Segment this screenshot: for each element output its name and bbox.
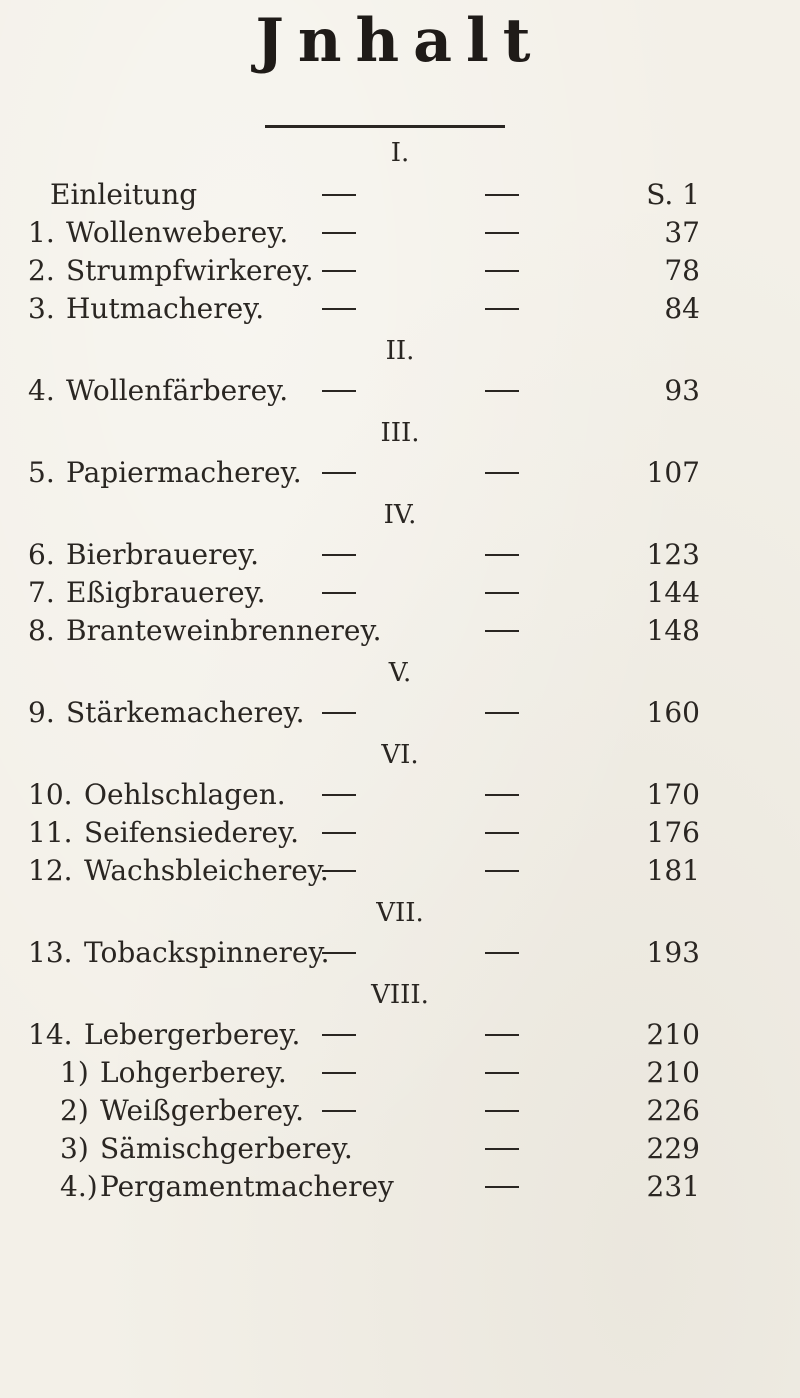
entry-number: 1) xyxy=(60,1056,89,1089)
entry-page: 181 xyxy=(646,854,700,887)
entry-page: 231 xyxy=(646,1170,700,1203)
entry-number: 5. xyxy=(28,456,55,489)
toc-entry-3 xyxy=(0,292,800,332)
dash xyxy=(322,832,356,834)
entry-number: 14. xyxy=(28,1018,73,1051)
dash xyxy=(322,870,356,872)
dash xyxy=(485,1186,519,1188)
entry-label: Wollenweberey. xyxy=(66,216,289,249)
dash xyxy=(322,308,356,310)
entry-page: 37 xyxy=(664,216,700,249)
entry-number: 11. xyxy=(28,816,73,849)
entry-number: 3) xyxy=(60,1132,89,1165)
toc-entry-14 xyxy=(0,1018,800,1058)
title-rule xyxy=(265,125,505,128)
dash xyxy=(485,1148,519,1150)
toc-entry-12 xyxy=(0,854,800,894)
dash xyxy=(322,794,356,796)
entry-number: 4.) xyxy=(60,1170,98,1203)
dash xyxy=(322,194,356,196)
entry-number: 1. xyxy=(28,216,55,249)
entry-label: Einleitung xyxy=(50,178,198,211)
entry-number: 3. xyxy=(28,292,55,325)
entry-page: 210 xyxy=(646,1018,700,1051)
entry-page: 229 xyxy=(646,1132,700,1165)
section-heading-iv: IV. xyxy=(383,500,417,530)
dash xyxy=(322,270,356,272)
entry-label: Pergamentmacherey xyxy=(100,1170,394,1203)
dash xyxy=(485,630,519,632)
toc-entry-1 xyxy=(0,216,800,256)
entry-page: 210 xyxy=(646,1056,700,1089)
dash xyxy=(322,554,356,556)
dash xyxy=(322,1072,356,1074)
entry-number: 7. xyxy=(28,576,55,609)
dash xyxy=(485,194,519,196)
entry-page: 78 xyxy=(664,254,700,287)
toc-subentry-1 xyxy=(0,1056,800,1096)
toc-subentry-3 xyxy=(0,1132,800,1172)
entry-label: Weißgerberey. xyxy=(100,1094,305,1127)
entry-page: 93 xyxy=(664,374,700,407)
dash xyxy=(485,794,519,796)
entry-page: 176 xyxy=(646,816,700,849)
entry-label: Stärkemacherey. xyxy=(66,696,305,729)
entry-page: 144 xyxy=(646,576,700,609)
dash xyxy=(485,592,519,594)
entry-label: Seifensiederey. xyxy=(84,816,300,849)
dash xyxy=(485,308,519,310)
entry-page: S. 1 xyxy=(646,178,700,211)
dash xyxy=(322,472,356,474)
entry-label: Wachsbleicherey. xyxy=(84,854,329,887)
dash xyxy=(322,390,356,392)
section-heading-viii: VIII. xyxy=(371,980,429,1010)
toc-entry-8 xyxy=(0,614,800,654)
entry-number: 2) xyxy=(60,1094,89,1127)
entry-page: 148 xyxy=(646,614,700,647)
entry-label: Bierbrauerey. xyxy=(66,538,260,571)
entry-number: 9. xyxy=(28,696,55,729)
toc-subentry-2 xyxy=(0,1094,800,1134)
toc-entry-6 xyxy=(0,538,800,578)
section-heading-ii: II. xyxy=(385,336,415,366)
entry-number: 8. xyxy=(28,614,55,647)
section-heading-i: I. xyxy=(390,138,410,168)
toc-entry-11 xyxy=(0,816,800,856)
entry-label: Wollenfärberey. xyxy=(66,374,289,407)
entry-page: 123 xyxy=(646,538,700,571)
entry-number: 6. xyxy=(28,538,55,571)
dash xyxy=(322,1034,356,1036)
entry-page: 193 xyxy=(646,936,700,969)
entry-number: 4. xyxy=(28,374,55,407)
dash xyxy=(485,952,519,954)
toc-entry-13 xyxy=(0,936,800,976)
dash xyxy=(322,712,356,714)
entry-number: 10. xyxy=(28,778,73,811)
dash xyxy=(485,870,519,872)
entry-label: Hutmacherey. xyxy=(66,292,265,325)
entry-number: 13. xyxy=(28,936,73,969)
section-heading-iii: III. xyxy=(380,418,420,448)
entry-page: 160 xyxy=(646,696,700,729)
dash xyxy=(485,1110,519,1112)
entry-page: 170 xyxy=(646,778,700,811)
entry-label: Eßigbrauerey. xyxy=(66,576,266,609)
dash xyxy=(322,952,356,954)
entry-number: 2. xyxy=(28,254,55,287)
entry-label: Lohgerberey. xyxy=(100,1056,287,1089)
dash xyxy=(485,270,519,272)
toc-entry-7 xyxy=(0,576,800,616)
entry-label: Sämischgerberey. xyxy=(100,1132,353,1165)
toc-entry-4 xyxy=(0,374,800,414)
entry-number: 12. xyxy=(28,854,73,887)
toc-entry-einleitung xyxy=(0,178,800,218)
entry-label: Lebergerberey. xyxy=(84,1018,301,1051)
toc-entry-2 xyxy=(0,254,800,294)
section-heading-vi: VI. xyxy=(381,740,419,770)
dash xyxy=(485,554,519,556)
toc-entry-10 xyxy=(0,778,800,818)
dash xyxy=(485,712,519,714)
entry-label: Branteweinbrennerey. xyxy=(66,614,382,647)
section-heading-vii: VII. xyxy=(376,898,424,928)
entry-label: Strumpfwirkerey. xyxy=(66,254,314,287)
dash xyxy=(485,472,519,474)
page-title: Jnhalt xyxy=(255,6,545,76)
dash xyxy=(322,592,356,594)
entry-label: Tobackspinnerey. xyxy=(84,936,330,969)
dash xyxy=(485,1072,519,1074)
toc-entry-5 xyxy=(0,456,800,496)
entry-page: 226 xyxy=(646,1094,700,1127)
entry-page: 107 xyxy=(646,456,700,489)
toc-entry-9 xyxy=(0,696,800,736)
dash xyxy=(485,390,519,392)
section-heading-v: V. xyxy=(388,658,412,688)
dash xyxy=(322,1110,356,1112)
entry-page: 84 xyxy=(664,292,700,325)
dash xyxy=(322,232,356,234)
dash xyxy=(485,1034,519,1036)
dash xyxy=(485,832,519,834)
entry-label: Oehlschlagen. xyxy=(84,778,286,811)
entry-label: Papiermacherey. xyxy=(66,456,302,489)
toc-subentry-4 xyxy=(0,1170,800,1210)
dash xyxy=(485,232,519,234)
